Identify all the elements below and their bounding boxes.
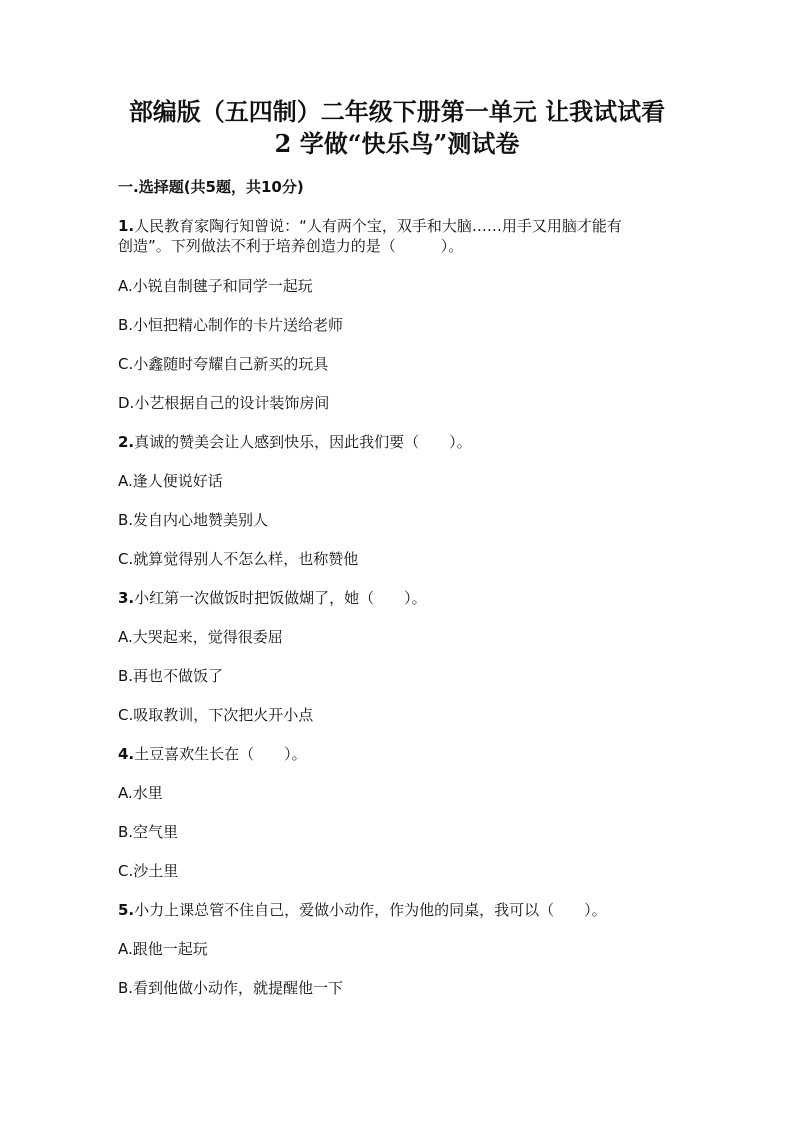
question-number: 5.	[118, 901, 135, 919]
question-1-line2: 创造”。下列做法不利于培养创造力的是（ ）。	[118, 237, 464, 255]
option-1c: C.小鑫随时夸耀自己新买的玩具	[118, 355, 329, 373]
question-number: 1.	[118, 217, 135, 235]
option-2a: A.逢人便说好话	[118, 472, 223, 490]
option-2b: B.发自内心地赞美别人	[118, 511, 269, 529]
option-2c: C.就算觉得别人不怎么样，也称赞他	[118, 550, 359, 568]
question-4	[118, 744, 678, 764]
question-3	[118, 588, 678, 608]
option-3a: A.大哭起来，觉得很委屈	[118, 628, 283, 646]
question-5	[118, 900, 678, 920]
option-3c: C.吸取教训，下次把火开小点	[118, 706, 314, 724]
question-text: 土豆喜欢生长在（ ）。	[134, 745, 307, 763]
question-number: 3.	[118, 589, 135, 607]
option-4a: A.水里	[118, 784, 163, 802]
option-5a: A.跟他一起玩	[118, 940, 208, 958]
question-text: 真诚的赞美会让人感到快乐，因此我们要（ ）。	[134, 433, 472, 451]
option-1b: B.小恒把精心制作的卡片送给老师	[118, 316, 344, 334]
option-1d: D.小艺根据自己的设计装饰房间	[118, 394, 330, 412]
option-5b: B.看到他做小动作，就提醒他一下	[118, 979, 344, 997]
option-1a: A.小锐自制毽子和同学一起玩	[118, 277, 313, 295]
option-4c: C.沙土里	[118, 862, 179, 880]
question-1	[118, 216, 678, 256]
section-heading: 一.选择题(共5题，共10分)	[118, 178, 304, 196]
question-list	[118, 216, 678, 1017]
page-title-line2: 2 学做“快乐鸟”测试卷	[274, 129, 520, 158]
question-1-line1	[118, 216, 678, 236]
option-4b: B.空气里	[118, 823, 179, 841]
question-text: 人民教育家陶行知曾说：“人有两个宝，双手和大脑……用手又用脑才能有	[134, 217, 622, 235]
question-2	[118, 432, 678, 452]
question-text: 小红第一次做饭时把饭做煳了，她（ ）。	[134, 589, 427, 607]
page-title-line1: 部编版（五四制）二年级下册第一单元 让我试试看	[128, 97, 666, 126]
option-3b: B.再也不做饭了	[118, 667, 224, 685]
question-number: 2.	[118, 433, 135, 451]
question-text: 小力上课总管不住自己，爱做小动作，作为他的同桌，我可以（ ）。	[134, 901, 607, 919]
question-number: 4.	[118, 745, 135, 763]
